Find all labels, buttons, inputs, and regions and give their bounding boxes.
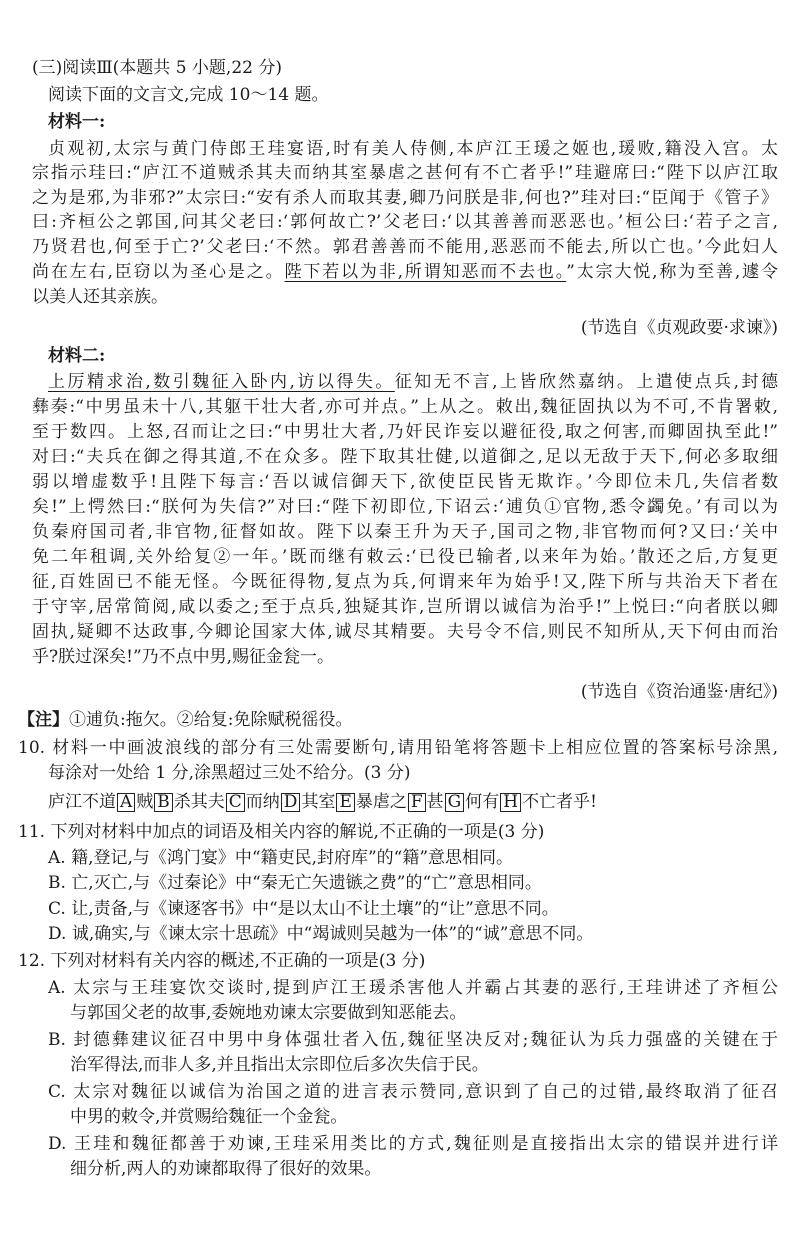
material1-line bbox=[32, 262, 778, 282]
text-segment: ”太宗大悦,称为至善,遽令 bbox=[566, 262, 778, 282]
section-instruction: 阅读下面的文言文,完成 10～14 题。 bbox=[48, 85, 329, 105]
material1-line bbox=[32, 163, 778, 183]
material2-title: 材料二: bbox=[48, 346, 106, 366]
material1-line: 以美人还其亲族。 bbox=[32, 287, 168, 307]
q12-option-c: C. 太宗对魏征以诚信为治国之道的进言表示赞同,意识到了自己的过错,最终取消了征召 bbox=[48, 1082, 778, 1102]
underlined-sentence: 上厉精求治,数引魏征入卧内,访以得失。 bbox=[48, 372, 395, 392]
text-segment: 宗指示珪曰:“ bbox=[32, 163, 141, 183]
text-segment: 尚在左右,臣窃以为圣心是之。 bbox=[32, 262, 285, 282]
q10-segment: 其室 bbox=[301, 792, 336, 812]
material2-line: 乎?朕过深矣!”乃不点中男,赐征金瓮一。 bbox=[32, 647, 335, 667]
q10-stem: 10. 材料一中画波浪线的部分有三处需要断句,请用铅笔将答题卡上相应位置的答案标号涂黑, bbox=[18, 738, 778, 758]
q10-options bbox=[48, 792, 597, 812]
text-segment: !”珪避席曰:“陛下以庐江取 bbox=[557, 163, 778, 183]
footnote-text: ①逋负:拖欠。②给复:免除赋税徭役。 bbox=[69, 710, 353, 730]
q10-segment: 而纳 bbox=[245, 792, 280, 812]
material2-line bbox=[48, 372, 778, 392]
footnote-label: 【注】 bbox=[18, 710, 69, 730]
material1-title: 材料一: bbox=[48, 112, 106, 132]
q12-option-d-cont: 细分析,两人的劝谏都取得了很好的效果。 bbox=[70, 1159, 382, 1179]
answer-box-d: D bbox=[281, 793, 301, 812]
material2-line: 负秦府国司者,非官物,征督如故。陛下以秦王升为天子,国司之物,非官物而何?又曰:‘关中 bbox=[32, 522, 778, 542]
q10-segment: 庐江不道 bbox=[48, 792, 116, 812]
q12-stem: 12. 下列对材料有关内容的概述,不正确的一项是(3 分) bbox=[18, 951, 426, 971]
wavy-underlined-passage: 庐江不道贼杀其夫而纳其室暴虐之甚何有不亡者乎 bbox=[140, 163, 558, 183]
q11-stem: 11. 下列对材料中加点的词语及相关内容的解说,不正确的一项是(3 分) bbox=[18, 822, 545, 842]
material1-line: 曰:齐桓公之郭国,问其父老曰:‘郭何故亡?’父老曰:‘以其善善而恶恶也。’桓公曰:‘若子之言, bbox=[32, 212, 778, 232]
material2-line: 至于数四。上怒,召而让之曰:“中男壮大者,乃奸民诈妄以避征役,取之何害,而卿固执至此!” bbox=[32, 422, 778, 442]
material1-source: (节选自《贞观政要·求谏》) bbox=[580, 318, 778, 338]
q10-segment: 贼 bbox=[136, 792, 154, 812]
material2-line: 矣!”上愕然曰:“朕何为失信?”对曰:“陛下初即位,下诏云:‘逋负①官物,悉令蠲免。’有司以为 bbox=[32, 497, 778, 517]
q10-segment: 何有 bbox=[465, 792, 500, 812]
q12-option-b: B. 封德彝建议征召中男中身体强壮者入伍,魏征坚决反对;魏征认为兵力强盛的关键在于 bbox=[48, 1030, 778, 1050]
material2-line: 征,百姓固已不能无怪。今既征得物,复点为兵,何谓来年为始乎!又,陛下所与共治天下者在 bbox=[32, 572, 778, 592]
material2-line: 弱以增虚数乎!且陛下每言:‘吾以诚信御天下,欲使臣民皆无欺诈。’今即位未几,失信者数 bbox=[32, 472, 778, 492]
q12-option-a: A. 太宗与王珪宴饮交谈时,提到庐江王瑗杀害他人并霸占其妻的恶行,王珪讲述了齐桓公 bbox=[48, 978, 778, 998]
q10-segment: 杀其夫 bbox=[173, 792, 225, 812]
material1-line: 乃贤君也,何至于亡?’父老曰:‘不然。郭君善善而不能用,恶恶而不能去,所以亡也。’今此妇人 bbox=[32, 237, 778, 257]
answer-box-b: B bbox=[154, 793, 173, 812]
q12-option-a-cont: 与郭国父老的故事,委婉地劝谏太宗要做到知恶能去。 bbox=[70, 1003, 467, 1023]
footnote bbox=[18, 710, 352, 730]
answer-box-e: E bbox=[336, 793, 354, 812]
q10-stem-cont: 每涂对一处给 1 分,涂黑超过三处不给分。(3 分) bbox=[48, 763, 411, 783]
material1-line: 贞观初,太宗与黄门侍郎王珪宴语,时有美人侍侧,本庐江王瑗之姬也,瑗败,籍没入宫。太 bbox=[48, 139, 778, 159]
material2-source: (节选自《资治通鉴·唐纪》) bbox=[580, 682, 778, 702]
material2-line: 彝奏:“中男虽未十八,其躯干壮大者,亦可并点。”上从之。敕出,魏征固执以为不可,不肯署敕, bbox=[32, 397, 778, 417]
q12-option-d: D. 王珪和魏征都善于劝谏,王珪采用类比的方式,魏征则是直接指出太宗的错误并进行详 bbox=[48, 1134, 778, 1154]
answer-box-a: A bbox=[117, 793, 135, 812]
text-segment: 征知无不言,上皆欣然嘉纳。上遣使点兵,封德 bbox=[394, 372, 778, 392]
section-header: (三)阅读Ⅲ(本题共 5 小题,22 分) bbox=[32, 58, 282, 78]
q11-option-c: C. 让,责备,与《谏逐客书》中“是以太山不让土壤”的“让”意思不同。 bbox=[48, 899, 559, 919]
underlined-sentence: 陛下若以为非,所谓知恶而不去也。 bbox=[284, 262, 567, 282]
q12-option-c-cont: 中男的敕令,并赏赐给魏征一个金瓮。 bbox=[70, 1107, 348, 1127]
q10-segment: 甚 bbox=[426, 792, 444, 812]
answer-box-f: F bbox=[408, 793, 426, 812]
material2-line: 于守宰,居常简阅,咸以委之;至于点兵,独疑其诈,岂所谓以诚信为治乎!”上悦曰:“向者朕以卿 bbox=[32, 597, 778, 617]
q12-option-b-cont: 治军得法,而非人多,并且指出太宗即位后多次失信于民。 bbox=[70, 1055, 489, 1075]
material2-line: 固执,疑卿不达政事,今卿论国家大体,诚尽其精要。夫号令不信,则民不知所从,天下何由而治 bbox=[32, 622, 778, 642]
answer-box-c: C bbox=[226, 793, 245, 812]
q10-segment: 暴虐之 bbox=[355, 792, 407, 812]
answer-box-g: G bbox=[445, 793, 465, 812]
q10-segment: 不亡者乎! bbox=[522, 792, 597, 812]
material2-line: 对曰:“夫兵在御之得其道,不在众多。陛下取其壮健,以道御之,足以无敌于天下,何必多取细 bbox=[32, 447, 778, 467]
q11-option-d: D. 诚,确实,与《谏太宗十思疏》中“竭诚则吴越为一体”的“诚”意思不同。 bbox=[48, 924, 594, 944]
answer-box-h: H bbox=[500, 793, 521, 812]
q11-option-a: A. 籍,登记,与《鸿门宴》中“籍吏民,封府库”的“籍”意思相同。 bbox=[48, 848, 514, 868]
q11-option-b: B. 亡,灭亡,与《过秦论》中“秦无亡矢遗镞之费”的“亡”意思相同。 bbox=[48, 873, 542, 893]
material1-line: 之为是邪,为非邪?”太宗曰:“安有杀人而取其妻,卿乃问朕是非,何也?”珪对曰:“臣闻于《管子》 bbox=[32, 188, 778, 208]
material2-line: 免二年租调,关外给复②一年。’既而继有敕云:‘已役已输者,以来年为始。’散还之后,方复更 bbox=[32, 547, 778, 567]
